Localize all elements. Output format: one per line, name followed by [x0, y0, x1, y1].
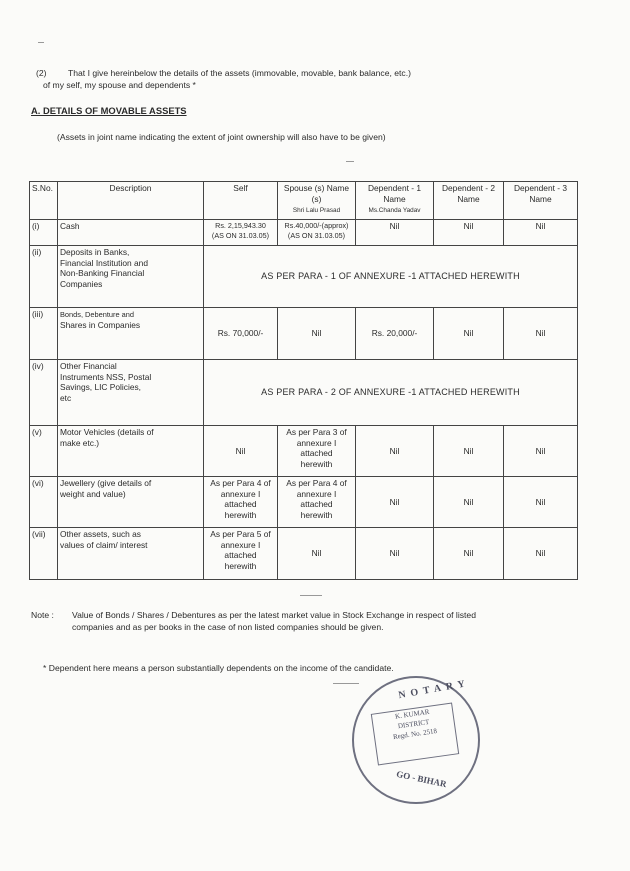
- scan-mark: [346, 161, 354, 162]
- row-spouse: Nil: [278, 528, 356, 580]
- notary-stamp: NOTARY K. KUMAR DISTRICT Regd. No. 2518 GO - BIHAR: [352, 676, 480, 804]
- note-text: Value of Bonds / Shares / Debentures as per the latest market value in Stock Exchange in respect of listed companies and as per books in the case of non listed companies should be given.: [72, 610, 476, 632]
- row-sno: (iv): [30, 360, 58, 426]
- table-row: [30, 426, 578, 477]
- row-dependent-2: Nil: [434, 528, 504, 580]
- header-dependent-3: Dependent - 3 Name: [504, 182, 578, 220]
- cash-spouse-date: (AS ON 31.03.05): [287, 231, 346, 240]
- movable-assets-table: [29, 181, 578, 580]
- row-dependent-1: Nil: [356, 220, 434, 246]
- header-dependent-1-label: Dependent - 1 Name: [367, 183, 422, 204]
- bonds-description-line-1: Bonds, Debenture and: [60, 310, 134, 319]
- notary-stamp-inner: K. KUMAR DISTRICT Regd. No. 2518: [371, 703, 459, 766]
- row-dependent-2: Nil: [434, 220, 504, 246]
- scan-mark: [333, 683, 359, 684]
- row-spouse: As per Para 4 of annexure I attached herewith: [278, 477, 356, 528]
- row-dependent-1: Nil: [356, 426, 434, 477]
- table-row: [30, 220, 578, 246]
- row-dependent-3: Nil: [504, 477, 578, 528]
- row-dependent-1: Rs. 20,000/-: [356, 308, 434, 360]
- scan-mark: [38, 42, 44, 43]
- row-annexure-reference: AS PER PARA - 2 OF ANNEXURE -1 ATTACHED HEREWITH: [204, 360, 578, 426]
- row-description: Cash: [58, 220, 204, 246]
- section-heading: A. DETAILS OF MOVABLE ASSETS: [31, 105, 187, 116]
- table-row: [30, 246, 578, 308]
- row-description: Motor Vehicles (details of make etc.): [58, 426, 204, 477]
- row-self: [204, 220, 278, 246]
- row-dependent-2: Nil: [434, 477, 504, 528]
- dependent-footnote: * Dependent here means a person substantially dependents on the income of the candidate.: [43, 663, 394, 673]
- row-dependent-2: Nil: [434, 308, 504, 360]
- row-self: Nil: [204, 426, 278, 477]
- header-dependent-1-name: Ms.Chanda Yadav: [368, 207, 421, 214]
- table-row: [30, 360, 578, 426]
- bonds-description-line-2: Shares in Companies: [60, 320, 141, 330]
- row-dependent-3: Nil: [504, 426, 578, 477]
- header-spouse: [278, 182, 356, 220]
- row-sno: (ii): [30, 246, 58, 308]
- note-label: Note :: [31, 610, 54, 620]
- table-row: [30, 308, 578, 360]
- row-dependent-1: Nil: [356, 477, 434, 528]
- table-row: [30, 528, 578, 580]
- cash-self-amount: Rs. 2,15,943.30: [215, 221, 266, 230]
- header-dependent-2: Dependent - 2 Name: [434, 182, 504, 220]
- row-dependent-2: Nil: [434, 426, 504, 477]
- header-description: Description: [58, 182, 204, 220]
- table-header-row: [30, 182, 578, 220]
- header-dependent-1: [356, 182, 434, 220]
- row-dependent-3: Nil: [504, 308, 578, 360]
- joint-ownership-note: (Assets in joint name indicating the extent of joint ownership will also have to be given): [57, 132, 386, 142]
- header-sno: S.No.: [30, 182, 58, 220]
- row-sno: (vi): [30, 477, 58, 528]
- row-spouse: As per Para 3 of annexure I attached herewith: [278, 426, 356, 477]
- intro-line-1: That I give hereinbelow the details of the assets (immovable, movable, bank balance, etc.): [68, 68, 411, 78]
- row-self: As per Para 4 of annexure I attached herewith: [204, 477, 278, 528]
- row-sno: (i): [30, 220, 58, 246]
- row-dependent-3: Nil: [504, 220, 578, 246]
- row-spouse: Nil: [278, 308, 356, 360]
- header-spouse-name: Shri Lalu Prasad: [292, 207, 341, 214]
- row-sno: (iii): [30, 308, 58, 360]
- row-description: Jewellery (give details of weight and value): [58, 477, 204, 528]
- intro-number: (2): [36, 68, 47, 78]
- row-sno: (vii): [30, 528, 58, 580]
- row-spouse: [278, 220, 356, 246]
- row-self: As per Para 5 of annexure I attached herewith: [204, 528, 278, 580]
- row-annexure-reference: AS PER PARA - 1 OF ANNEXURE -1 ATTACHED HEREWITH: [204, 246, 578, 308]
- cash-self-date: (AS ON 31.03.05): [211, 231, 270, 240]
- row-dependent-1: Nil: [356, 528, 434, 580]
- row-dependent-3: Nil: [504, 528, 578, 580]
- table-row: [30, 477, 578, 528]
- scan-mark: [300, 595, 322, 596]
- row-sno: (v): [30, 426, 58, 477]
- header-spouse-label: Spouse (s) Name (s): [283, 183, 350, 204]
- row-description: Other assets, such as values of claim/ interest: [58, 528, 204, 580]
- header-self: Self: [204, 182, 278, 220]
- row-description: [58, 308, 204, 360]
- cash-spouse-amount: Rs.40,000/-(approx): [284, 221, 349, 230]
- row-self: Rs. 70,000/-: [204, 308, 278, 360]
- row-description: Deposits in Banks, Financial Institution and Non-Banking Financial Companies: [58, 246, 204, 308]
- row-description: Other Financial Instruments NSS, Postal Savings, LIC Policies, etc: [58, 360, 204, 426]
- intro-line-2: of my self, my spouse and dependents *: [43, 80, 196, 90]
